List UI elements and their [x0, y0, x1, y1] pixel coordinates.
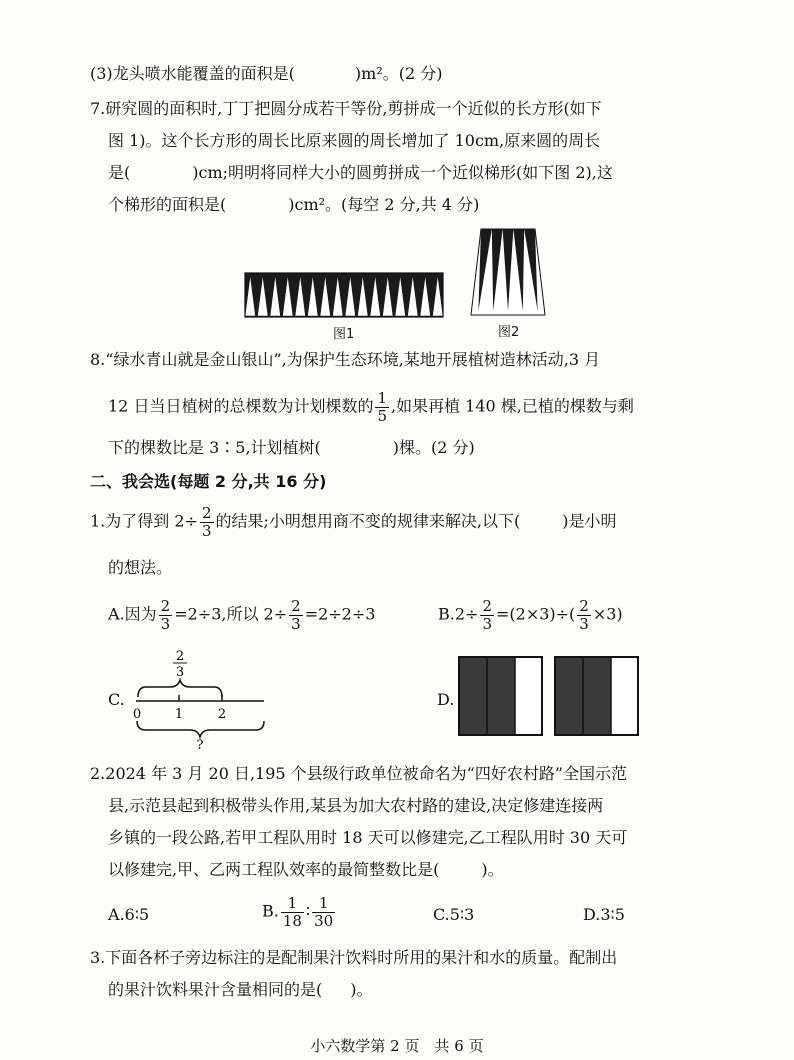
q7-line-3-a: 是( — [108, 163, 131, 182]
numline-top-numerator: 2 — [175, 649, 185, 664]
q7-line-1: 7.研究圆的面积时,丁丁把圆分成若干等份,剪拼成一个近似的长方形(如下 — [90, 99, 602, 118]
s2-q1-option-c-label[interactable]: C. — [108, 690, 125, 709]
figure-1-rectangle — [244, 272, 444, 318]
numline-top-brace — [138, 680, 222, 697]
fraction-numerator: 2 — [291, 597, 301, 615]
fraction-numerator: 2 — [482, 597, 492, 615]
fraction — [159, 598, 173, 632]
s2-q2-line-4 — [108, 862, 504, 878]
fraction-denominator: 30 — [314, 911, 334, 930]
option-a-text-3: =2÷2÷3 — [304, 604, 376, 624]
q7-line-4 — [108, 197, 479, 213]
numline-bottom-brace — [137, 721, 264, 737]
s2-q2-option-c[interactable]: C.5∶3 — [433, 905, 475, 924]
option-b-text-2: =(2×3)÷( — [495, 604, 576, 624]
q8-line-3-b: )棵。(2 分) — [392, 438, 475, 457]
fraction-numerator: 2 — [579, 597, 589, 615]
s2-q1-option-a[interactable] — [108, 598, 375, 632]
s2-q1-option-d-label[interactable]: D. — [437, 690, 455, 709]
fraction — [200, 505, 214, 539]
s2-q1-line-1-c: )是小明 — [562, 511, 617, 531]
q6-part3-text-a: (3)龙头喷水能覆盖的面积是( — [90, 64, 295, 83]
fraction — [312, 895, 335, 929]
fraction-denominator: 3 — [482, 614, 492, 633]
q6-part3-text-b: )m²。(2 分) — [354, 64, 443, 83]
s2-q2-option-a[interactable]: A.6∶5 — [108, 905, 150, 924]
s2-q3-line-1: 3.下面各杯子旁边标注的是配制果汁饮料时所用的果汁和水的质量。配制出 — [90, 948, 618, 967]
figure-2-caption: 图2 — [498, 325, 520, 340]
section-2-title: 二、我会选(每题 2 分,共 16 分) — [90, 472, 327, 491]
option-b-text-3: ×3) — [592, 604, 623, 624]
page-footer: 小六数学第 2 页 共 6 页 — [310, 1037, 484, 1055]
fraction-denominator: 3 — [201, 521, 212, 540]
fraction-denominator: 5 — [377, 406, 387, 425]
q8-line-3-a: 下的棵数比是 3∶5,计划植树( — [108, 438, 321, 457]
q7-line-3-b: )cm;明明将同样大小的圆剪拼成一个近似梯形(如下图 2),这 — [192, 163, 613, 182]
q6-part3-line — [90, 66, 443, 82]
figure-2-trapezoid — [469, 227, 547, 317]
q7-line-4-b: )cm²。(每空 2 分,共 4 分) — [288, 195, 480, 214]
fraction — [289, 598, 303, 632]
fraction — [480, 598, 494, 632]
fraction-numerator: 1 — [281, 895, 304, 913]
option-b-label: B. — [262, 901, 279, 921]
option-b-text-1: B.2÷ — [438, 604, 479, 624]
q8-line-2-a: 12 日当日植树的总棵数为计划棵数的 — [108, 396, 374, 416]
numline-tick-label: 1 — [174, 707, 184, 722]
s2-q1-option-b[interactable] — [438, 598, 623, 632]
fraction — [281, 895, 304, 929]
q7-line-4-a: 个梯形的面积是( — [108, 195, 227, 214]
s2-q1-line-1-a: 1.为了得到 2÷ — [90, 511, 198, 531]
s2-q2-line-4-b: )。 — [481, 860, 504, 879]
q8-line-3 — [108, 440, 475, 456]
q8-line-1: 8.“绿水青山就是金山银山”,为保护生态环境,某地开展植树造林活动,3 月 — [90, 350, 601, 369]
s2-q1-line-1 — [90, 505, 616, 539]
fraction-numerator: 1 — [377, 389, 387, 407]
s2-q1-line-2: 的想法。 — [108, 558, 173, 577]
numline-tick-label: 0 — [132, 707, 142, 722]
fraction-denominator: 18 — [282, 911, 302, 930]
s2-q2-option-b[interactable] — [262, 895, 337, 929]
ratio-separator: ∶ — [305, 901, 311, 921]
s2-q2-line-2: 县,示范县起到积极带头作用,某县为加大农村路的建设,决定修建连接两 — [108, 796, 604, 815]
fraction-numerator: 2 — [201, 504, 212, 522]
option-d-rectangle-2 — [555, 657, 638, 735]
fraction-denominator: 3 — [291, 614, 301, 633]
s2-q2-line-1: 2.2024 年 3 月 20 日,195 个县级行政单位被命名为“四好农村路”全国示范 — [90, 764, 628, 783]
s2-q1-line-1-b: 的结果;小明想用商不变的规律来解决,以下( — [215, 511, 521, 531]
fraction — [577, 598, 591, 632]
fraction-denominator: 3 — [579, 614, 589, 633]
q8-line-2 — [108, 390, 634, 424]
s2-q3-line-2 — [108, 982, 373, 998]
s2-q2-line-3: 乡镇的一段公路,若甲工程队用时 18 天可以修建完,乙工程队用时 30 天可 — [108, 828, 628, 847]
fraction-numerator: 1 — [312, 895, 335, 913]
s2-q3-line-2-a: 的果汁饮料果汁含量相同的是( — [108, 980, 323, 999]
s2-q2-line-4-a: 以修建完,甲、乙两工程队效率的最简整数比是( — [108, 860, 440, 879]
fraction-denominator: 3 — [160, 614, 171, 633]
numline-tick-label: 2 — [217, 707, 227, 722]
s2-q1-option-c-number-line — [128, 645, 278, 750]
s2-q3-line-2-b: )。 — [350, 980, 373, 999]
option-d-rectangle-1 — [459, 657, 542, 735]
fraction — [375, 390, 389, 424]
option-a-text-1: A.因为 — [108, 604, 157, 624]
numline-question-mark: ? — [196, 738, 204, 750]
q7-line-2: 图 1)。这个长方形的周长比原来圆的周长增加了 10cm,原来圆的周长 — [108, 131, 601, 150]
numline-top-denominator: 3 — [175, 665, 185, 680]
s2-q2-option-d[interactable]: D.3∶5 — [583, 905, 625, 924]
s2-q1-option-d-figure — [458, 656, 644, 738]
figure-1-caption: 图1 — [333, 327, 355, 342]
option-a-text-2: =2÷3,所以 2÷ — [174, 604, 288, 624]
fraction-numerator: 2 — [160, 597, 171, 615]
q8-line-2-b: ,如果再植 140 棵,已植的棵数与剩 — [391, 396, 634, 416]
q7-line-3 — [108, 165, 613, 181]
